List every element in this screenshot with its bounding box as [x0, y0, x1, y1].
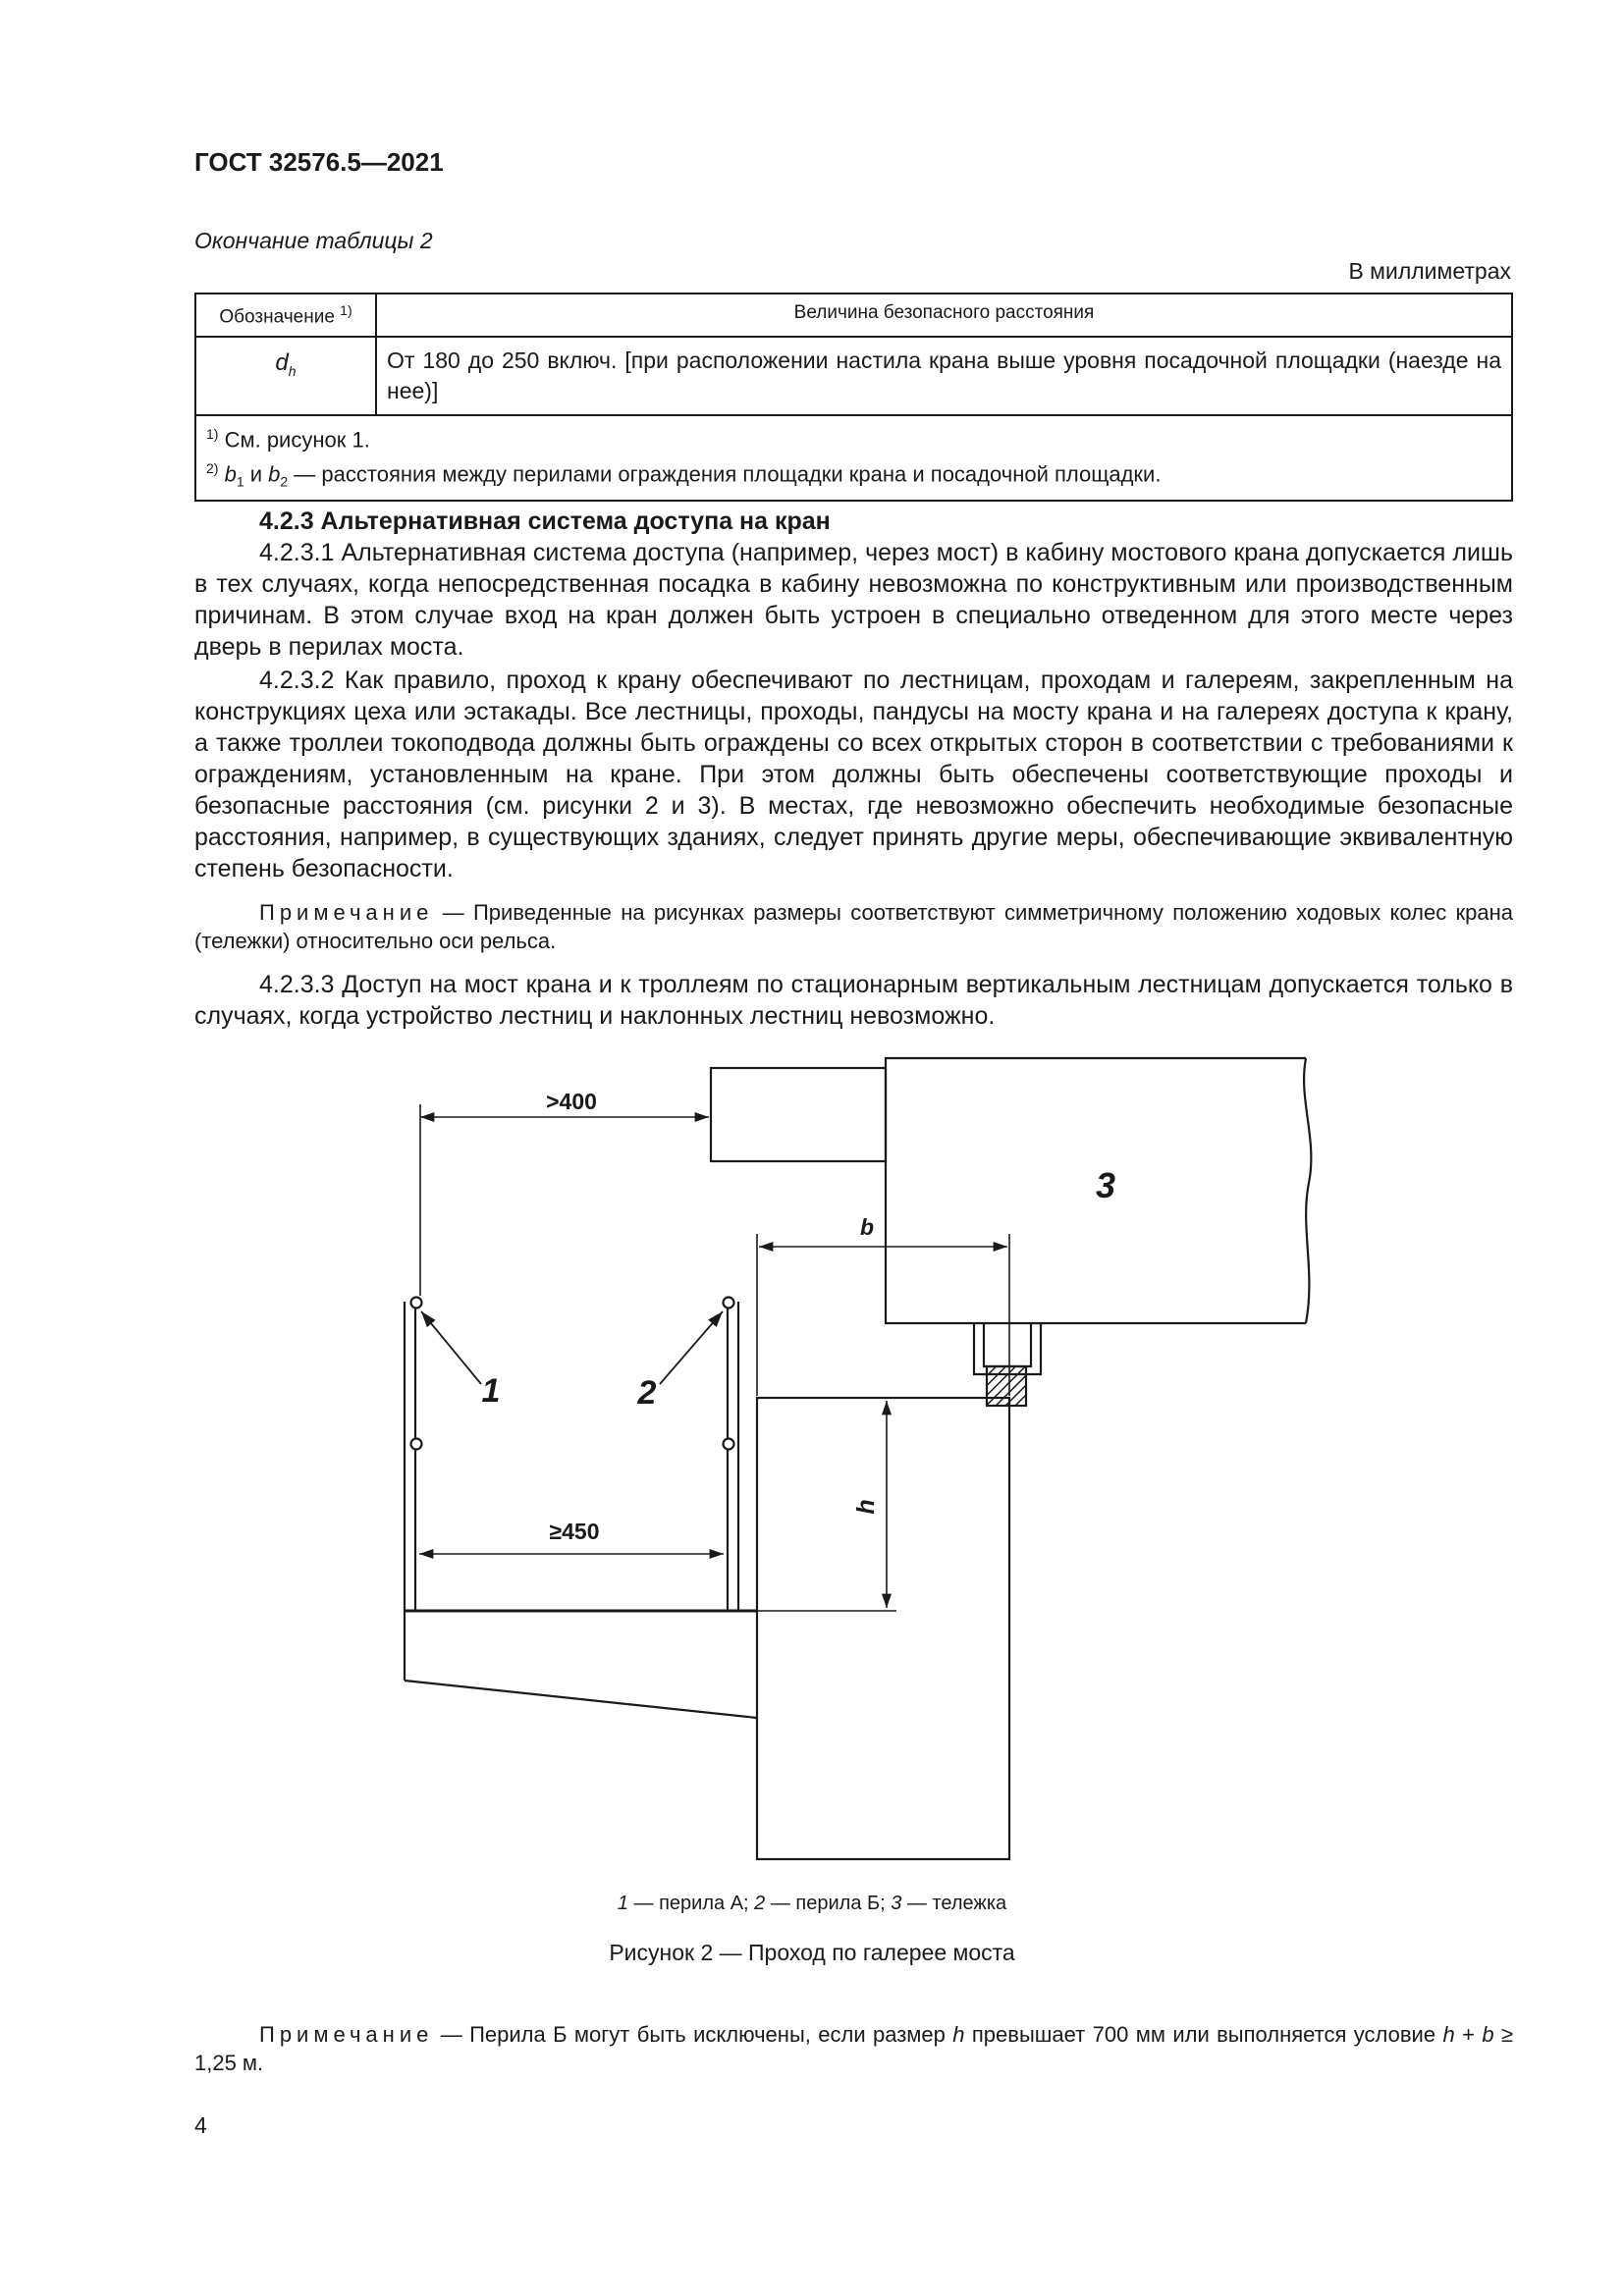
dim-b-label: b: [859, 1214, 875, 1240]
page-number: 4: [194, 2112, 207, 2138]
footnote-2-and: и: [244, 460, 269, 486]
note-1-text: — Приведенные на рисунках размеры соответствуют симметричному положению ходовых колес крана (тележки) относительно оси рельса.: [194, 900, 1513, 953]
legend-2-num: 2: [754, 1893, 766, 1914]
section-title: 4.2.3 Альтернативная система доступа на кран: [259, 507, 831, 535]
row-symbol: d: [275, 349, 289, 377]
note-2-body: [194, 2020, 1513, 2077]
figure-caption: Рисунок 2 — Проход по галерее моста: [609, 1940, 1015, 1965]
standard-header: ГОСТ 32576.5—2021: [194, 147, 444, 177]
railing-a-mid-rail: [411, 1439, 422, 1450]
paragraph-4231: 4.2.3.1 Альтернативная система доступа (например, через мост) в кабину мостового крана допускается лишь в тех случаях, когда непосредственная посадка в кабину невозможна по конструктивным или производственным причинам. В этом случае вход на кран должен быть устроен в специально отведенном для этого месте через дверь в перилах моста.: [194, 539, 1513, 661]
leader-2: [660, 1311, 723, 1384]
leader-1: [421, 1311, 481, 1384]
note-2-text-c: ≥ 1,25 м.: [194, 2022, 1514, 2075]
footnote-1-mark: 1): [206, 426, 219, 443]
row-symbol-subscript: h: [288, 363, 297, 380]
footnote-2-b1-sub: 1: [236, 473, 244, 490]
trolley-break-line: [1304, 1058, 1311, 1323]
footnote-2-mark: 2): [206, 459, 219, 476]
trolley-side-box: [711, 1068, 886, 1161]
footnote-2-b1: b: [224, 460, 237, 486]
dim-400-label: >400: [546, 1089, 597, 1114]
table-units-label: В миллиметрах: [1348, 258, 1511, 284]
legend-3-text: — тележка: [901, 1893, 1007, 1914]
note-2-text-b: превышает 700 мм или выполняется условие: [964, 2022, 1443, 2047]
note-2-h: h: [952, 2022, 965, 2047]
railing-b-mid-rail: [724, 1439, 734, 1450]
rail-hatched: [987, 1366, 1026, 1406]
dim-h-label: h: [852, 1499, 880, 1515]
footnote-1-text: См. рисунок 1.: [224, 427, 370, 453]
bridge-girder: [757, 1398, 1009, 1859]
paragraph-4232: 4.2.3.2 Как правило, проход к крану обеспечивают по лестницам, проходам и галереям, закрепленным на конструкциях цеха или эстакады. Все лестницы, проходы, пандусы на мосту крана и на галереях доступа к крану, а также троллеи токоподвода должны быть ограждены со всех открытых сторон в соответствии с требованиями к ограждениям, установленным на кране. При этом должны быть обеспечены соответствующие проходы и безопасные расстояния (см. рисунки 2 и 3). В местах, где невозможно обеспечить необходимые безопасные расстояния, например, в существующих зданиях, следует принять другие меры, обеспечивающие эквивалентную степень безопасности.: [194, 667, 1513, 882]
dim-450-label: ≥450: [549, 1519, 600, 1544]
figure-legend: [0, 1893, 1624, 1915]
railing-b-top-rail: [724, 1298, 734, 1308]
railing-a-top-rail: [411, 1298, 422, 1308]
note-2: [194, 2020, 1513, 2077]
note-1-label: Примечание: [259, 900, 434, 925]
label-railing-a: 1: [481, 1372, 501, 1410]
table-continuation-label: Окончание таблицы 2: [194, 228, 433, 253]
legend-2-text: — перила Б;: [765, 1893, 892, 1914]
header-value-cell: Величина безопасного расстояния: [376, 294, 1512, 337]
label-trolley: 3: [1095, 1165, 1116, 1205]
footnote-2-b2-sub: 2: [280, 473, 289, 490]
note-2-h2: h: [1442, 2022, 1455, 2047]
footnote-2-b2: b: [268, 460, 281, 486]
note-2-plus: +: [1454, 2022, 1483, 2047]
footnote-2-text: — расстояния между перилами ограждения площадки крана и посадочной площадки.: [288, 460, 1162, 486]
legend-1-num: 1: [617, 1893, 628, 1914]
legend-3-num: 3: [891, 1893, 902, 1914]
legend-1-text: — перила А;: [627, 1893, 755, 1914]
note-2-b: b: [1482, 2022, 1494, 2047]
note-2-label: Примечание: [259, 2022, 434, 2047]
label-railing-b: 2: [637, 1374, 657, 1412]
paragraph-4233: 4.2.3.3 Доступ на мост крана и к троллеям по стационарным вертикальным лестницам допускается только в случаях, когда устройство лестниц и наклонных лестниц невозможно.: [194, 971, 1513, 1030]
header-symbol-footnote-mark: 1): [340, 302, 352, 318]
wheel-housing-inner: [984, 1323, 1031, 1366]
header-symbol-text: Обозначение: [219, 306, 335, 328]
row-value-cell: От 180 до 250 включ. [при расположении настила крана выше уровня посадочной площадки (наезде на нее)]: [376, 337, 1512, 415]
deck-bracket: [405, 1681, 757, 1718]
note-2-text-a: — Перила Б могут быть исключены, если размер: [433, 2022, 953, 2047]
